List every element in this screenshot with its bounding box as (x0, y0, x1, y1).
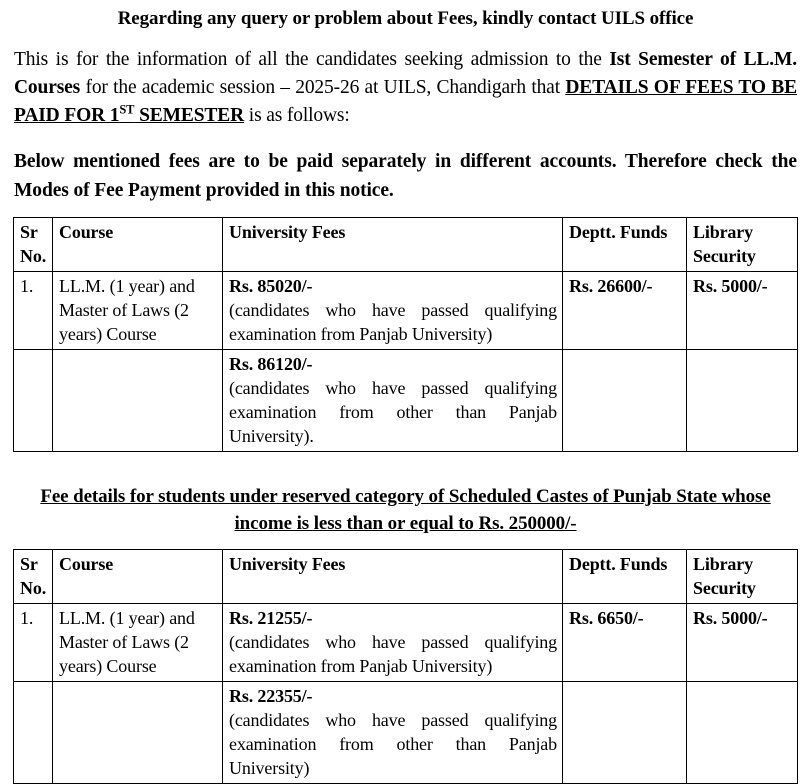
table-row (14, 272, 798, 350)
table-header-row (14, 550, 798, 604)
cell-deptt-funds (563, 682, 687, 784)
cell-library-security: Rs. 5000/- (687, 604, 798, 682)
header-deptt-funds: Deptt. Funds (563, 550, 687, 604)
cell-university-fees (223, 272, 563, 350)
intro-superscript-st: ST (119, 102, 135, 117)
table-row (14, 350, 798, 452)
cell-university-fees (223, 604, 563, 682)
fee-amount: Rs. 85020/- (229, 276, 313, 296)
cell-deptt-funds: Rs. 26600/- (563, 272, 687, 350)
fee-amount: Rs. 21255/- (229, 608, 313, 628)
general-fees-table (13, 217, 798, 452)
header-sr-no: Sr No. (14, 550, 53, 604)
cell-university-fees (223, 350, 563, 452)
document-page (0, 4, 811, 784)
intro-bold-semester: Ist Semester of LL.M. Courses (14, 49, 797, 98)
header-course: Course (53, 218, 223, 272)
header-university-fees: University Fees (223, 218, 563, 272)
cell-sr-no (14, 350, 53, 452)
intro-underline-text2: SEMESTER (134, 105, 245, 126)
cell-university-fees (223, 682, 563, 784)
table-header-row (14, 218, 798, 272)
cell-deptt-funds (563, 350, 687, 452)
table-row (14, 682, 798, 784)
header-library-security: Library Security (687, 550, 798, 604)
cell-library-security (687, 682, 798, 784)
cell-course: LL.M. (1 year) and Master of Laws (2 years) Course (53, 272, 223, 350)
page-title: Regarding any query or problem about Fees, kindly contact UILS office (117, 8, 694, 29)
intro-text-part1: This is for the information of all the candidates seeking admission to the (14, 49, 610, 70)
cell-library-security (687, 350, 798, 452)
reserved-category-heading (35, 483, 776, 537)
fee-amount: Rs. 22355/- (229, 686, 313, 706)
cell-course (53, 350, 223, 452)
header-course: Course (53, 550, 223, 604)
cell-deptt-funds: Rs. 6650/- (563, 604, 687, 682)
intro-underline-text1: DETAILS OF FEES TO BE PAID FOR 1 (14, 77, 797, 126)
intro-text-part2: for the academic session – 2025-26 at UILS, Chandigarh that (80, 77, 566, 98)
fee-note: (candidates who have passed qualifying examination from other than Panjab University). (229, 378, 557, 446)
intro-text-part3: is as follows: (244, 105, 350, 126)
cell-course (53, 682, 223, 784)
table-row (14, 604, 798, 682)
reserved-category-heading-text: Fee details for students under reserved category of Scheduled Castes of Punjab State whose income is less than or equal to Rs. 250000/- (40, 486, 771, 534)
fee-note: (candidates who have passed qualifying examination from Panjab University) (229, 632, 557, 676)
fee-note: (candidates who have passed qualifying examination from Panjab University) (229, 300, 557, 344)
cell-course: LL.M. (1 year) and Master of Laws (2 years) Course (53, 604, 223, 682)
intro-paragraph (14, 46, 797, 130)
header-deptt-funds: Deptt. Funds (563, 218, 687, 272)
cell-sr-no: 1. (14, 272, 53, 350)
reserved-category-fees-table (13, 549, 798, 784)
header-university-fees: University Fees (223, 550, 563, 604)
fee-amount: Rs. 86120/- (229, 354, 313, 374)
cell-library-security: Rs. 5000/- (687, 272, 798, 350)
payment-notice-paragraph: Below mentioned fees are to be paid separately in different accounts. Therefore check the Modes of Fee Payment provided in this notice. (14, 151, 797, 201)
fee-note: (candidates who have passed qualifying examination from other than Panjab University) (229, 710, 557, 778)
header-library-security: Library Security (687, 218, 798, 272)
cell-sr-no: 1. (14, 604, 53, 682)
header-sr-no: Sr No. (14, 218, 53, 272)
cell-sr-no (14, 682, 53, 784)
